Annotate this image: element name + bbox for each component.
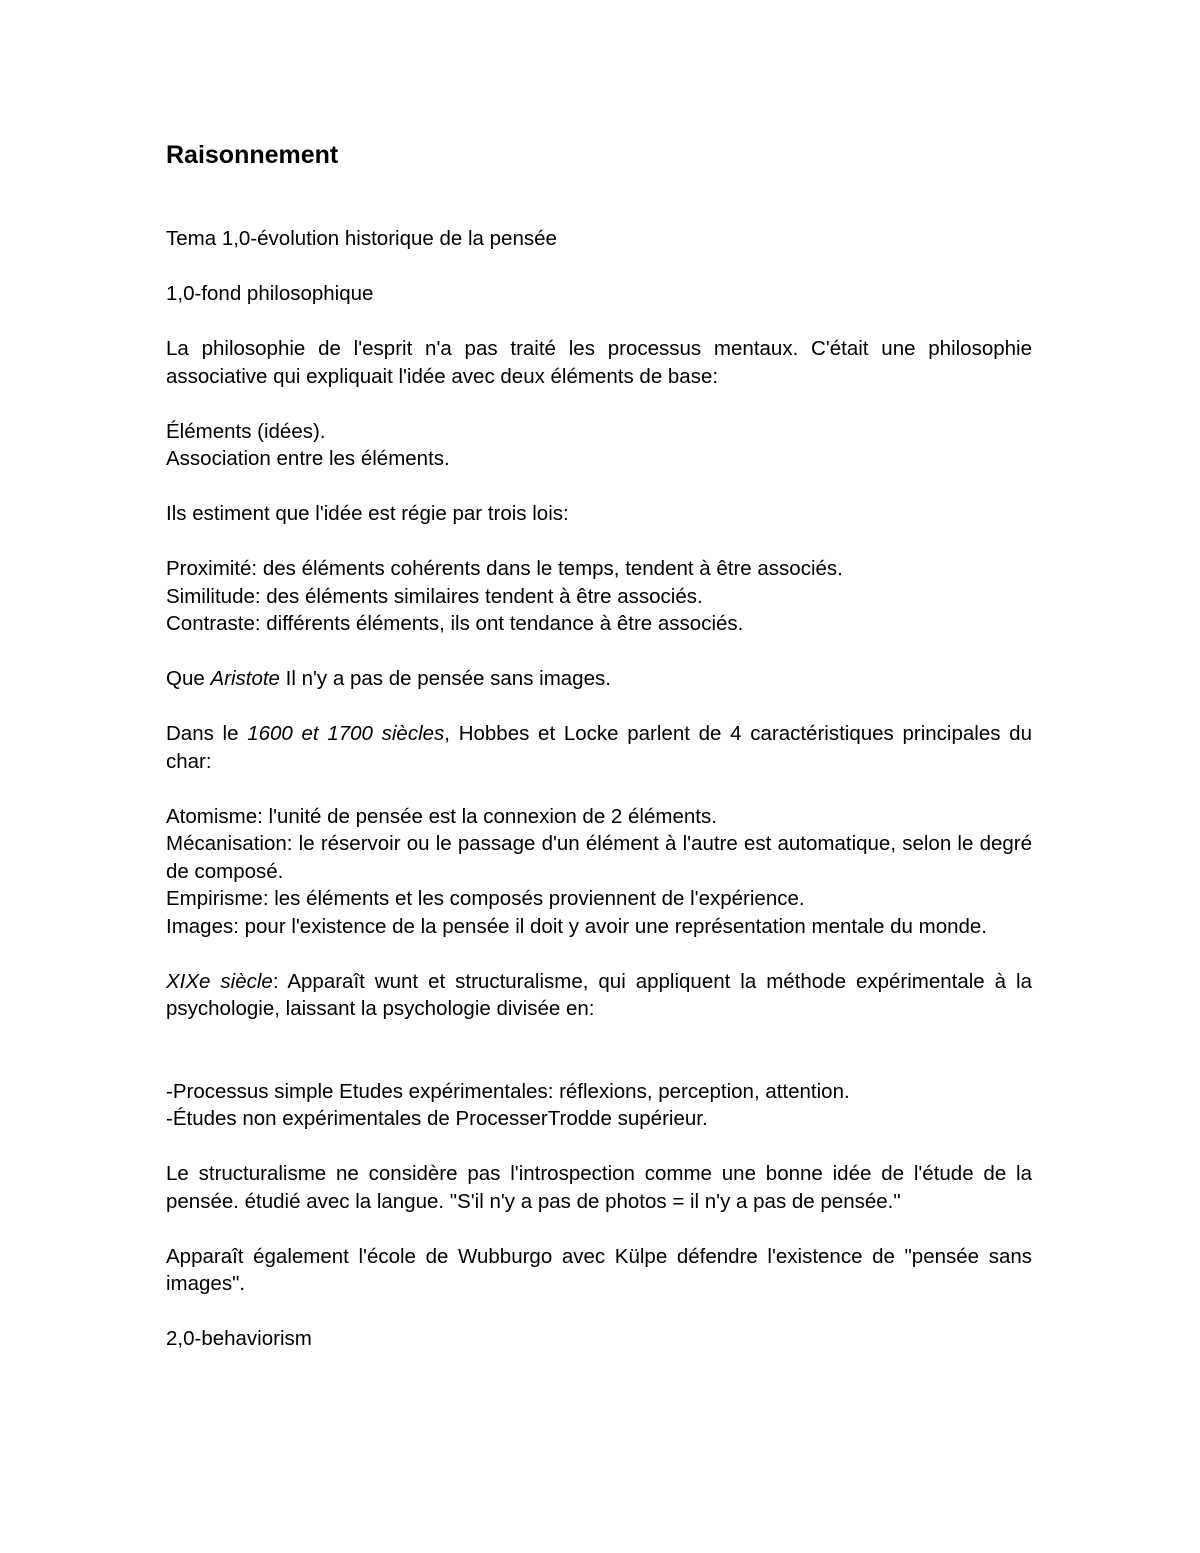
division-item: -Études non expérimentales de ProcesserTrodde supérieur. bbox=[166, 1107, 708, 1130]
centuries-italic: 1600 et 1700 siècles bbox=[247, 722, 445, 745]
division-item: -Processus simple Etudes expérimentales: réflexions, perception, attention. bbox=[166, 1079, 850, 1103]
section-heading-1: 1,0-fond philosophique bbox=[166, 282, 374, 305]
characteristic-item: Empirisme: les éléments et les composés proviennent de l'expérience. bbox=[166, 887, 805, 910]
aristotle-prefix: Que bbox=[166, 667, 211, 690]
centuries-paragraph bbox=[166, 720, 1032, 775]
wurzburg-paragraph: Apparaît également l'école de Wubburgo avec Külpe défendre l'existence de "pensée sans images". bbox=[166, 1244, 1032, 1295]
document-title: Raisonnement bbox=[166, 141, 339, 169]
intro-paragraph: La philosophie de l'esprit n'a pas traité les processus mentaux. C'était une philosophie associative qui expliquait l'idée avec deux éléments de base: bbox=[166, 337, 1032, 388]
aristotle-suffix: Il n'y a pas de pensée sans images. bbox=[279, 667, 611, 690]
characteristic-item: Images: pour l'existence de la pensée il doit y avoir une représentation mentale du monde. bbox=[166, 914, 987, 938]
characteristic-item: Atomisme: l'unité de pensée est la connexion de 2 éléments. bbox=[166, 804, 717, 828]
element-item: Association entre les éléments. bbox=[166, 447, 450, 470]
law-item: Proximité: des éléments cohérents dans le temps, tendent à être associés. bbox=[166, 557, 843, 580]
document-page bbox=[166, 138, 1032, 1353]
aristotle-name: Aristote bbox=[210, 667, 280, 690]
element-item: Éléments (idées). bbox=[166, 419, 326, 443]
section-heading-2: 2,0-behaviorism bbox=[166, 1327, 312, 1350]
topic-heading: Tema 1,0-évolution historique de la pensée bbox=[166, 227, 557, 250]
nineteenth-century-text: : Apparaît wunt et structuralisme, qui appliquent la méthode expérimentale à la psychologie, laissant la psychologie divisée en: bbox=[166, 969, 1032, 1020]
laws-intro: Ils estiment que l'idée est régie par trois lois: bbox=[166, 502, 569, 525]
nineteenth-century-italic: XIXe siècle bbox=[166, 969, 273, 993]
characteristic-item: Mécanisation: le réservoir ou le passage d'un élément à l'autre est automatique, selon le degré de composé. bbox=[166, 832, 1032, 883]
aristotle-paragraph bbox=[166, 665, 1032, 693]
structuralism-paragraph: Le structuralisme ne considère pas l'introspection comme une bonne idée de l'étude de la pensée. étudié avec la langue. "S'il n'y a pas de photos = il n'y a pas de pensée." bbox=[166, 1162, 1032, 1213]
centuries-suffix: , Hobbes et Locke parlent de 4 caractéristiques principales du char: bbox=[166, 722, 1032, 773]
centuries-prefix: Dans le bbox=[166, 722, 248, 745]
law-item: Contraste: différents éléments, ils ont tendance à être associés. bbox=[166, 612, 744, 635]
nineteenth-century-paragraph bbox=[166, 968, 1032, 1023]
law-item: Similitude: des éléments similaires tendent à être associés. bbox=[166, 584, 703, 608]
